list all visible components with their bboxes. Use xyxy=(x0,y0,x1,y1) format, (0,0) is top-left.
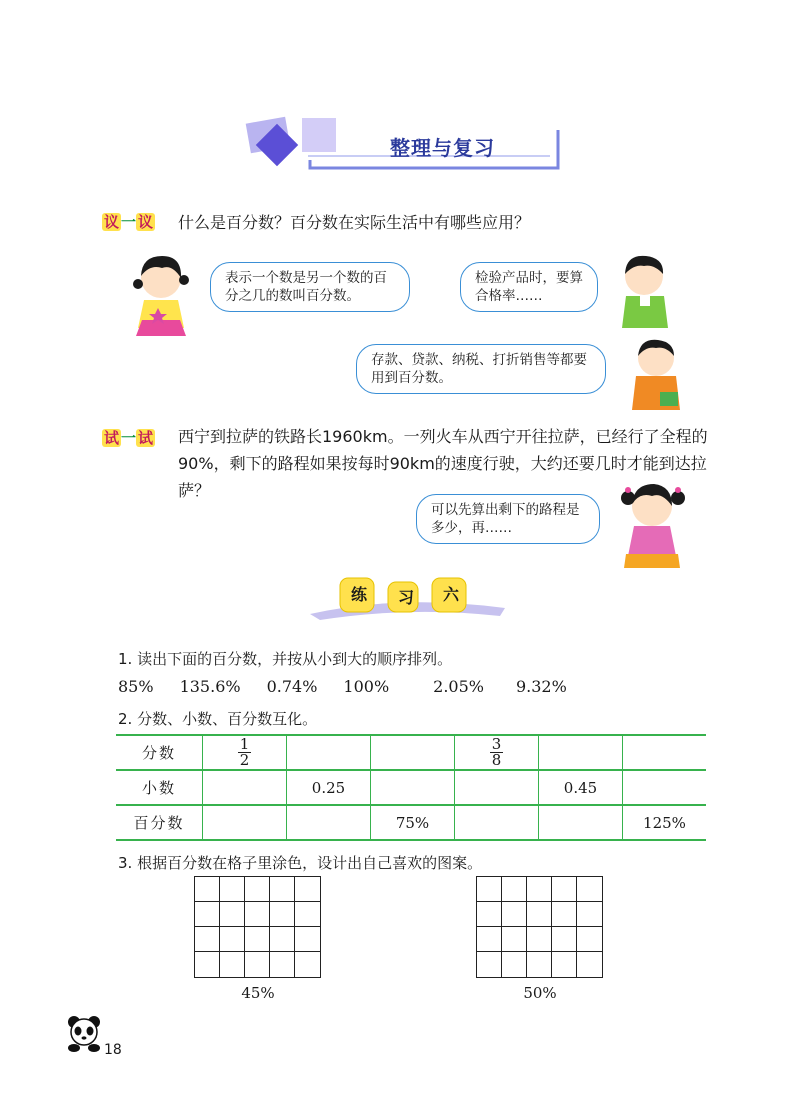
discuss-tag: 议 一 议 xyxy=(104,213,154,231)
table-cell[interactable] xyxy=(455,770,539,805)
page-number: 18 xyxy=(104,1042,122,1058)
boy-with-book-illustration xyxy=(618,334,688,414)
discuss-question: 什么是百分数？百分数在实际生活中有哪些应用？ xyxy=(178,213,531,232)
table-cell[interactable] xyxy=(203,770,287,805)
table-cell[interactable] xyxy=(539,735,623,770)
table-cell[interactable] xyxy=(203,805,287,840)
conversion-table xyxy=(116,734,706,841)
table-cell[interactable] xyxy=(287,805,371,840)
question-3-text: 3. 根据百分数在格子里涂色，设计出自己喜欢的图案。 xyxy=(118,854,483,872)
speech-bubble-finance: 存款、贷款、纳税、打折销售等都要用到百分数。 xyxy=(356,344,606,394)
coloring-grid-45[interactable] xyxy=(194,876,321,978)
grid-label: 45% xyxy=(241,984,275,1002)
table-cell[interactable] xyxy=(623,735,707,770)
percent-value: 2.05% xyxy=(433,677,484,696)
percent-value: 9.32% xyxy=(515,677,567,696)
table-cell[interactable] xyxy=(287,735,371,770)
row-label: 分数 xyxy=(116,735,203,770)
speech-bubble-definition: 表示一个数是另一个数的百分之几的数叫百分数。 xyxy=(210,262,410,312)
question-1-text: 1. 读出下面的百分数，并按从小到大的顺序排列。 xyxy=(118,650,453,668)
table-cell: $\frac{1}{2}$ xyxy=(203,735,287,770)
speech-bubble-hint: 可以先算出剩下的路程是多少，再…… xyxy=(416,494,600,544)
try-tag: 试 一 试 xyxy=(104,429,154,447)
panda-icon xyxy=(66,1014,102,1054)
percent-value: 100% xyxy=(343,677,390,696)
grid-label: 50% xyxy=(523,984,557,1002)
table-cell: 75% xyxy=(371,805,455,840)
table-row xyxy=(116,735,706,770)
question-2-text: 2. 分数、小数、百分数互化。 xyxy=(118,710,318,728)
percent-list xyxy=(118,677,593,696)
boy-character-illustration xyxy=(606,250,676,330)
page-title: 整理与复习 xyxy=(390,136,495,160)
percent-value: 0.74% xyxy=(266,677,318,696)
table-cell: 0.25 xyxy=(287,770,371,805)
coloring-grid-50[interactable] xyxy=(476,876,603,978)
table-cell: 125% xyxy=(623,805,707,840)
table-cell[interactable] xyxy=(371,735,455,770)
table-cell: $\frac{3}{8}$ xyxy=(455,735,539,770)
table-row xyxy=(116,805,706,840)
percent-value: 135.6% xyxy=(179,677,241,696)
table-cell[interactable] xyxy=(539,805,623,840)
row-label: 小数 xyxy=(116,770,203,805)
table-cell[interactable] xyxy=(623,770,707,805)
table-cell[interactable] xyxy=(371,770,455,805)
table-cell: 0.45 xyxy=(539,770,623,805)
table-cell[interactable] xyxy=(455,805,539,840)
try-problem-text: 西宁到拉萨的铁路长1960km。一列火车从西宁开往拉萨，已经行了全程的90%，剩下的路程如果按每时90km的速度行驶，大约还要几时才能到达拉萨？ xyxy=(178,427,708,500)
percent-value: 85% xyxy=(118,677,154,696)
girl-character-illustration xyxy=(128,250,198,338)
row-label: 百分数 xyxy=(116,805,203,840)
speech-bubble-quality: 检验产品时，要算合格率…… xyxy=(460,262,598,312)
girl-pink-illustration xyxy=(612,478,692,570)
table-row xyxy=(116,770,706,805)
